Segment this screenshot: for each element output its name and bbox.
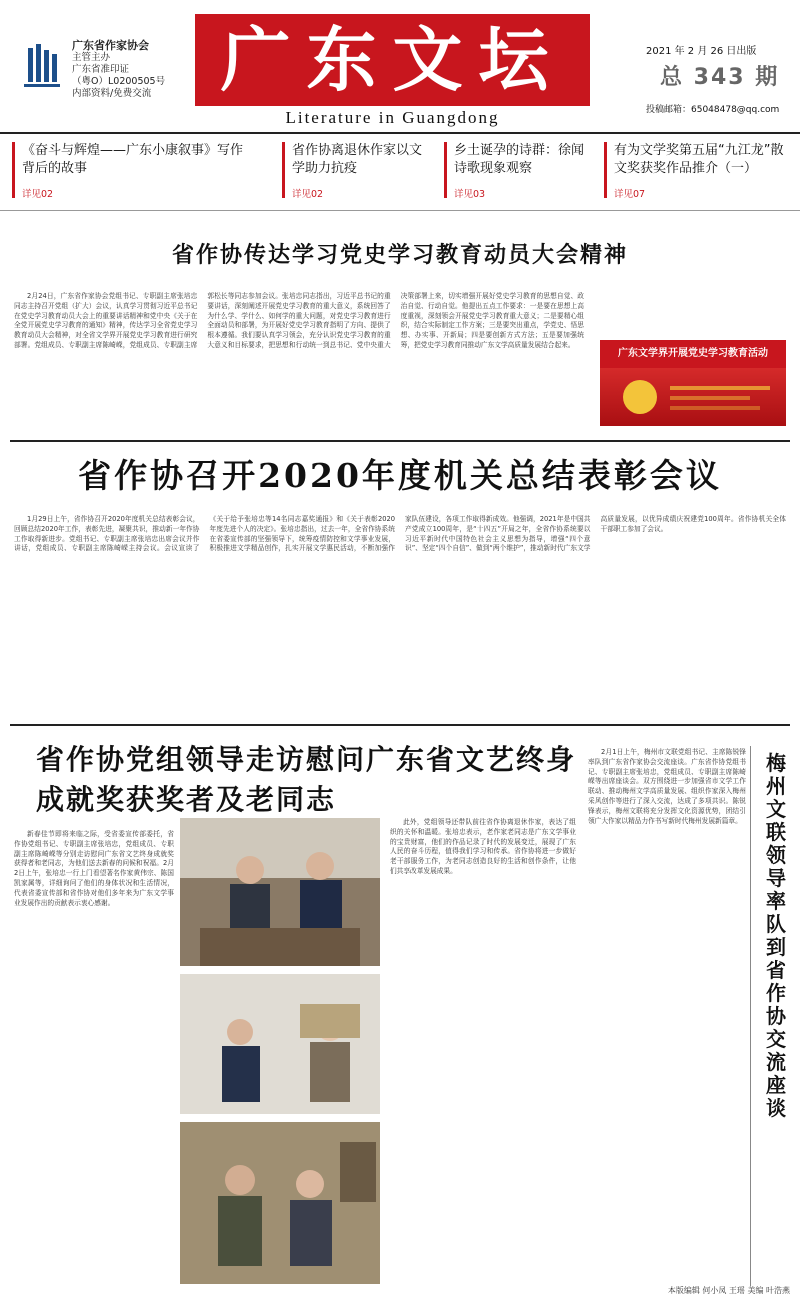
teaser-title: 乡土诞孕的诗群：徐闻诗歌现象观察 — [454, 143, 585, 176]
article-body: 此外，党组领导还带队前往省作协离退休作家，表达了组织的关怀和温暖。张培忠表示，老作家老同志是广东文学事业的宝贵财富，他们的作品记录了时代的发展变迁，展现了广东人民的奋斗历程，值得我们学习和传承。省作协将进一步做好老干部服务工作，为老同志创造良好的生活和创作条件，让他们共享改革发展成果。 — [390, 818, 576, 875]
teaser-bar — [12, 142, 15, 198]
article-body: 1月29日上午，省作协召开2020年度机关总结表彰会议，回顾总结2020年工作，表彰先进，凝聚共识，推动新一年作协工作取得新进步。党组书记、专职副主席张培忠出席会议并作讲话，党组成员、专职副主席陈崎嵘主持会议。会议宣读了《关于给予张培忠等14名同志嘉奖通报》和《关于表彰2020年度先进个人的决定》。张培忠指出，过去一年，全省作协系统在省委宣传部的坚强领导下，统筹疫情防控和文学事业发展，积极推进文学精品创作，扎实开展文学惠民活动，不断加强作家队伍建设，各项工作取得新成效。他强调，2021年是中国共产党成立100周年，是“十四五”开局之年，全省作协系统要以习近平新时代中国特色社会主义思想为指导，增强“四个意识”、坚定“四个自信”、做到“两个维护”，推动新时代广东文学高质量发展，以优异成绩庆祝建党100周年。省作协机关全体干部职工参加了会议。 — [14, 515, 786, 553]
publish-date: 2021 年 2 月 26 日出版 — [646, 46, 757, 57]
side-headline: 梅州文联领导率队到省作协交流座谈 — [766, 751, 786, 1120]
teaser-item[interactable] — [444, 142, 594, 204]
teaser-item[interactable] — [12, 142, 252, 204]
article-body: 2月24日，广东省作家协会党组书记、专职副主席张培忠同志主持召开党组（扩大）会议，认真学习贯彻习近平总书记在党史学习教育动员大会上的重要讲话精神和党中央《关于在全党开展党史学习教育的通知》精神，传达学习全省党史学习教育动员大会精神，对全省文学界开展党史学习教育进行研究部署。党组成员、专职副主席陈崎嵘，党组成员、专职副主席郭松长等同志参加会议。张培忠同志指出，习近平总书记的重要讲话，深刻阐述开展党史学习教育的重大意义，系统回答了为什么学、学什么、如何学的重大问题，对党史学习教育进行全面动员和部署，为开展好党史学习教育指明了方向、提供了根本遵循。我们要认真学习领会，充分认识党史学习教育的重大意义和目标要求，把思想和行动统一到总书记、党中央重大决策部署上来，切实增强开展好党史学习教育的思想自觉、政治自觉、行动自觉。他提出五点工作要求：一是要在思想上高度重视，深刻领会开展党史学习教育重大意义；二是要精心组织，结合实际制定工作方案；三是要突出重点，学党史、悟思想、办实事、开新局；四是要创新方式方法；五是要加强统筹，把党史学习教育同推动广东文学高质量发展结合起来。 — [14, 292, 584, 349]
teaser-page: 详见03 — [454, 189, 486, 200]
newspaper-english-title: Literature in Guangdong — [285, 108, 500, 127]
teaser-page: 详见02 — [292, 189, 324, 200]
newspaper-title: 广东文坛 — [220, 18, 565, 101]
section-divider — [10, 440, 790, 442]
article-headline: 省作协召开2020年度机关总结表彰会议 — [78, 456, 722, 495]
teaser-divider — [0, 210, 800, 211]
publisher-line: 主管主办 — [72, 52, 111, 63]
teaser-bar — [604, 142, 607, 198]
publisher-info — [72, 40, 182, 100]
article-headline: 省作协传达学习党史学习教育动员大会精神 — [171, 243, 628, 268]
publisher-line: 内部资料/免费交流 — [72, 88, 152, 99]
association-logo — [22, 42, 62, 94]
article-body: 新春佳节即将来临之际，受省委宣传部委托，省作协党组书记、专职副主席张培忠，党组成员、专职副主席陈崎嵘等分别走访慰问广东省文艺终身成就奖获得者和老同志，为他们送去新春的问候和祝福。2月2日上午，张培忠一行上门看望著名作家黄伟宗、陈国凯家属等，详细询问了他们的身体状况和生活情况，代表省委宣传部和省作协对他们多年来为广东文学事业发展作出的贡献表示衷心感谢。 — [14, 830, 174, 907]
publisher-line: 广东省准印证 — [72, 64, 130, 75]
publisher-line: （粤O）L0200505号 — [72, 76, 166, 87]
article-headline: 省作协党组领导走访慰问广东省文艺终身成就奖获奖者及老同志 — [36, 743, 577, 816]
section-divider — [10, 724, 790, 726]
teaser-title: 有为文学奖第五届“九江龙”散文奖获奖作品推介（一） — [614, 143, 784, 176]
teaser-page: 详见02 — [22, 189, 54, 200]
teaser-item[interactable] — [282, 142, 432, 204]
teaser-title: 《奋斗与辉煌——广东小康叙事》写作背后的故事 — [22, 143, 244, 176]
party-emblem-image — [600, 368, 786, 426]
meeting-photo — [180, 818, 380, 966]
publisher-line: 广东省作家协会 — [72, 39, 149, 52]
elderly-couple-photo — [180, 1122, 380, 1284]
visit-photo — [180, 974, 380, 1114]
issue-number: 总 343 期 — [660, 65, 780, 90]
teaser-bar — [282, 142, 285, 198]
teaser-title: 省作协离退休作家以文学助力抗疫 — [292, 143, 423, 176]
editor-credits: 本版编辑 何小凤 王瑶 美编 叶浩燕 — [667, 1286, 790, 1295]
masthead-divider — [0, 132, 800, 134]
article-body: 2月1日上午，梅州市文联党组书记、主席陈锐锋率队到广东省作家协会交流座谈。广东省作协党组书记、专职副主席张培忠，党组成员、专职副主席陈崎嵘等出席座谈会。双方围绕进一步加强省市文学工作联动、推动梅州文学高质量发展、组织作家深入梅州采风创作等进行了深入交流，达成了多项共识。陈锐锋表示，梅州文联将充分发挥文化资源优势，团结引领广大作家以精品力作书写新时代梅州发展新篇章。 — [588, 748, 746, 825]
teaser-item[interactable] — [604, 142, 794, 204]
teaser-bar — [444, 142, 447, 198]
teaser-page: 详见07 — [614, 189, 646, 200]
campaign-banner: 广东文学界开展党史学习教育活动 — [600, 340, 786, 368]
submission-email: 投稿邮箱：65048478@qq.com — [646, 105, 780, 115]
column-divider — [750, 746, 751, 1286]
